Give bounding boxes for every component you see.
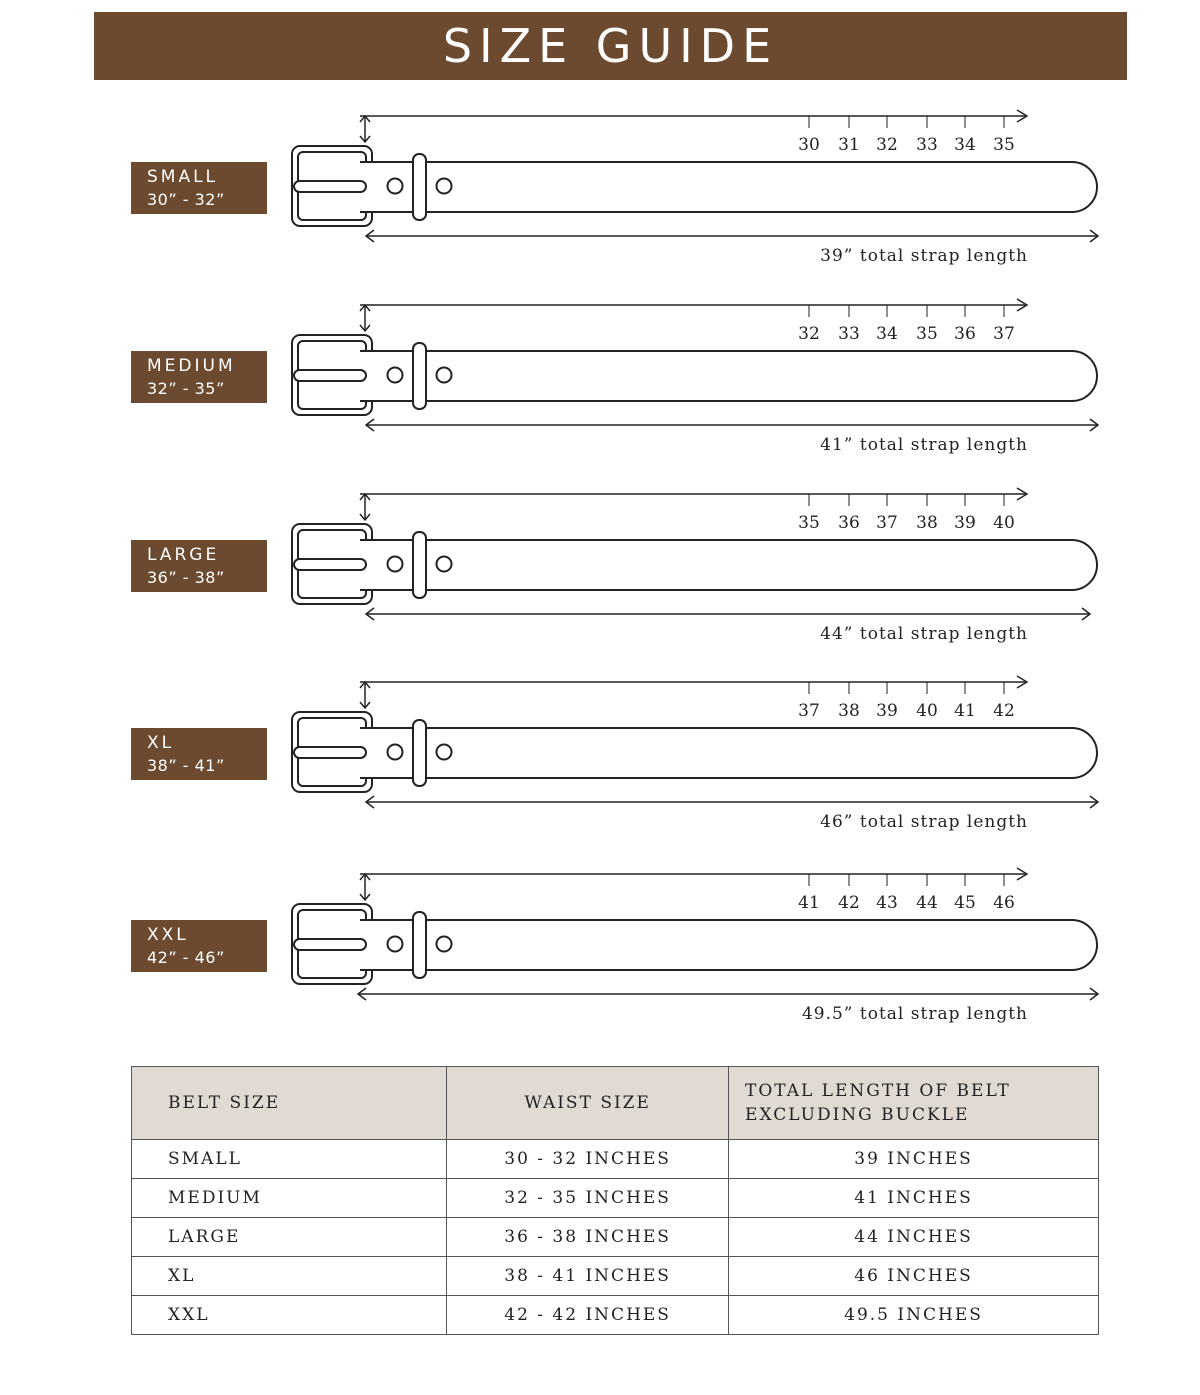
belt-row-medium: [0, 289, 1200, 459]
header-total-length-line1: TOTAL LENGTH OF BELT: [745, 1081, 1011, 1101]
total-strap-length: 39” total strap length: [820, 246, 1028, 266]
buckle-tongue: [294, 939, 366, 950]
belt-drawing: [0, 289, 1200, 459]
total-strap-length: 44” total strap length: [820, 624, 1028, 644]
hole-size-label: 43: [876, 893, 898, 913]
belt-strap: [370, 540, 1097, 590]
hole-size-label: 46: [993, 893, 1015, 913]
cell-waist-size: 42 - 42 INCHES: [447, 1296, 729, 1335]
belt-strap: [370, 162, 1097, 212]
hole-size-label: 39: [954, 513, 976, 533]
hole-size-label: 33: [838, 324, 860, 344]
belt-keeper: [413, 532, 426, 598]
buckle-tongue: [294, 370, 366, 381]
hole-size-label: 32: [876, 135, 898, 155]
hole-size-label: 38: [838, 701, 860, 721]
belt-row-small: [0, 100, 1200, 270]
size-range: 32” - 35”: [147, 379, 225, 398]
belt-keeper: [413, 343, 426, 409]
table-row: [132, 1296, 1099, 1335]
belt-strap: [370, 351, 1097, 401]
hole-size-label: 31: [838, 135, 860, 155]
rivet: [437, 179, 452, 194]
size-name: XL: [147, 733, 175, 753]
cell-waist-size: 30 - 32 INCHES: [447, 1140, 729, 1179]
cell-belt-size: MEDIUM: [132, 1179, 447, 1218]
header-waist-size: WAIST SIZE: [447, 1067, 729, 1140]
total-strap-length: 49.5” total strap length: [801, 1004, 1028, 1024]
hole-size-label: 45: [954, 893, 976, 913]
hole-size-label: 33: [916, 135, 938, 155]
hole-size-label: 35: [798, 513, 820, 533]
cell-total-length: 46 INCHES: [729, 1257, 1099, 1296]
hole-size-label: 44: [916, 893, 938, 913]
header-total-length: [729, 1067, 1099, 1140]
belt-keeper: [413, 154, 426, 220]
cell-total-length: 41 INCHES: [729, 1179, 1099, 1218]
hole-size-label: 30: [798, 135, 820, 155]
hole-size-label: 37: [993, 324, 1015, 344]
total-strap-length: 41” total strap length: [820, 435, 1028, 455]
cell-total-length: 39 INCHES: [729, 1140, 1099, 1179]
buckle-tongue: [294, 181, 366, 192]
size-range: 38” - 41”: [147, 756, 225, 775]
belt-strap: [370, 920, 1097, 970]
hole-size-label: 42: [838, 893, 860, 913]
hole-size-label: 42: [993, 701, 1015, 721]
rivet: [388, 368, 403, 383]
size-name: LARGE: [147, 545, 220, 565]
hole-size-label: 41: [798, 893, 820, 913]
rivet: [437, 557, 452, 572]
cell-belt-size: LARGE: [132, 1218, 447, 1257]
belt-row-xl: [0, 666, 1200, 836]
page-title: [94, 12, 1127, 80]
cell-belt-size: XL: [132, 1257, 447, 1296]
belt-row-xxl: [0, 858, 1200, 1028]
table-header-row: [132, 1067, 1099, 1140]
total-strap-length: 46” total strap length: [820, 812, 1028, 832]
hole-size-label: 37: [798, 701, 820, 721]
rivet: [437, 368, 452, 383]
table-row: [132, 1218, 1099, 1257]
cell-total-length: 49.5 INCHES: [729, 1296, 1099, 1335]
hole-size-label: 32: [798, 324, 820, 344]
hole-size-label: 34: [876, 324, 898, 344]
cell-waist-size: 32 - 35 INCHES: [447, 1179, 729, 1218]
cell-belt-size: SMALL: [132, 1140, 447, 1179]
rivet: [388, 745, 403, 760]
rivet: [437, 745, 452, 760]
rivet: [388, 557, 403, 572]
header-total-length-line2: EXCLUDING BUCKLE: [745, 1105, 970, 1125]
table-row: [132, 1257, 1099, 1296]
hole-size-label: 35: [993, 135, 1015, 155]
buckle-tongue: [294, 559, 366, 570]
size-table: [131, 1066, 1099, 1335]
cell-waist-size: 38 - 41 INCHES: [447, 1257, 729, 1296]
hole-size-label: 39: [876, 701, 898, 721]
hole-size-label: 40: [993, 513, 1015, 533]
belt-drawing: [0, 478, 1200, 648]
size-name: SMALL: [147, 167, 219, 187]
header-belt-size: BELT SIZE: [132, 1067, 447, 1140]
belt-drawing: [0, 100, 1200, 270]
hole-size-label: 38: [916, 513, 938, 533]
hole-size-label: 34: [954, 135, 976, 155]
rivet: [388, 937, 403, 952]
size-range: 36” - 38”: [147, 568, 225, 587]
belt-row-large: [0, 478, 1200, 648]
hole-size-label: 37: [876, 513, 898, 533]
hole-size-label: 36: [954, 324, 976, 344]
table-row: [132, 1140, 1099, 1179]
belt-strap: [370, 728, 1097, 778]
table-row: [132, 1179, 1099, 1218]
page-title-text: SIZE GUIDE: [442, 19, 779, 73]
hole-size-label: 35: [916, 324, 938, 344]
rivet: [388, 179, 403, 194]
buckle-tongue: [294, 747, 366, 758]
cell-total-length: 44 INCHES: [729, 1218, 1099, 1257]
cell-waist-size: 36 - 38 INCHES: [447, 1218, 729, 1257]
cell-belt-size: XXL: [132, 1296, 447, 1335]
hole-size-label: 36: [838, 513, 860, 533]
hole-size-label: 41: [954, 701, 976, 721]
belt-drawing: [0, 858, 1200, 1028]
size-range: 30” - 32”: [147, 190, 225, 209]
hole-size-label: 40: [916, 701, 938, 721]
rivet: [437, 937, 452, 952]
size-name: XXL: [147, 925, 189, 945]
size-name: MEDIUM: [147, 356, 236, 376]
size-range: 42” - 46”: [147, 948, 225, 967]
belt-keeper: [413, 720, 426, 786]
belt-drawing: [0, 666, 1200, 836]
belt-keeper: [413, 912, 426, 978]
